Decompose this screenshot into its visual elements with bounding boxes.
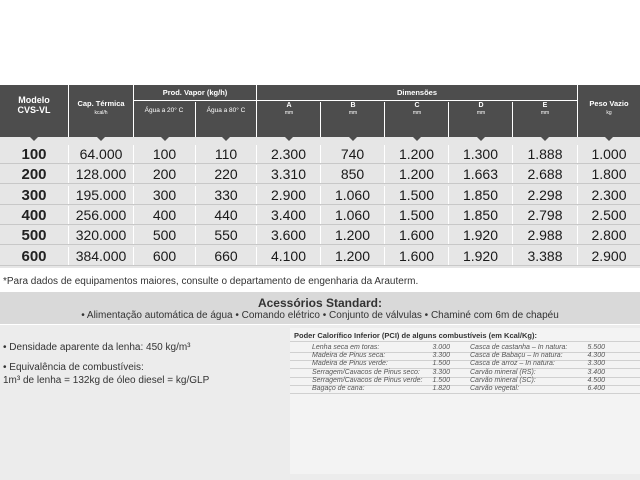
cell-model: 200	[21, 166, 47, 184]
pci-fuel-name: Serragem/Cavacos de Pinus seco:	[312, 368, 420, 376]
header-cap	[69, 85, 133, 137]
footnote: *Para dados de equipamentos maiores, consulte o departamento de engenharia da Arauterm.	[3, 276, 419, 287]
table-row	[0, 186, 640, 205]
cell-c: 1.500	[398, 186, 435, 203]
pci-fuel-name: Casca de castanha – In natura:	[470, 344, 568, 351]
equivalence-text: 1m³ de lenha = 132kg de óleo diesel = kg/GLP	[3, 375, 210, 386]
header-vapor-20: Água a 20° C	[144, 107, 184, 114]
cell-a: 4.100	[270, 247, 307, 264]
cell-e: 3.388	[527, 247, 563, 264]
cell-b: 740	[340, 146, 365, 162]
cell-cap: 384.000	[75, 247, 127, 264]
pci-fuel-value: 5.500	[587, 344, 605, 351]
cell-v80: 660	[214, 247, 238, 264]
cell-v80: 440	[214, 206, 238, 223]
pci-fuel-value: 6.400	[587, 385, 605, 392]
cell-a: 3.400	[270, 206, 307, 223]
pci-fuel-name: Serragem/Cavacos de Pinus verde:	[312, 376, 423, 384]
header-peso-label: Peso Vazio	[589, 99, 629, 108]
cell-e: 2.298	[527, 186, 563, 203]
header-dim-e	[513, 102, 577, 116]
pci-fuel-name: Carvão mineral (SC):	[470, 376, 536, 384]
cell-peso: 2.800	[591, 227, 627, 244]
cell-e: 1.888	[527, 146, 563, 162]
equivalence-title: • Equivalência de combustíveis:	[3, 362, 144, 373]
cell-peso: 1.000	[591, 146, 627, 162]
pci-fuel-name: Carvão vegetal:	[470, 385, 520, 392]
cell-b: 1.200	[334, 227, 371, 244]
pci-fuel-name: Bagaço de cana:	[312, 385, 365, 392]
header-dimensions-label: Dimensões	[396, 88, 438, 97]
pci-fuel-value: 3.300	[432, 352, 450, 360]
cell-b: 850	[340, 166, 365, 183]
accessories-items: • Alimentação automática de água • Comando elétrico • Conjunto de válvulas • Chaminé com 6m de chapéu	[81, 310, 559, 321]
pci-fuel-name: Madeira de Pinus seca:	[312, 352, 386, 360]
header-vapor-80: Água a 80° C	[206, 107, 246, 114]
table-row	[0, 206, 640, 225]
cell-a: 3.600	[270, 227, 307, 244]
pci-fuel-value: 3.000	[432, 344, 450, 351]
dim-d-unit: mm	[476, 110, 486, 116]
dim-b-unit: mm	[348, 110, 358, 116]
pci-fuel-name: Carvão mineral (RS):	[470, 368, 536, 376]
cell-e: 2.988	[527, 227, 563, 244]
cell-v80: 330	[214, 186, 238, 203]
cell-v20: 100	[152, 146, 177, 162]
cell-v80: 220	[214, 166, 238, 183]
cell-peso: 2.900	[591, 247, 627, 264]
table-row	[0, 145, 640, 164]
cell-cap: 195.000	[75, 186, 127, 203]
cell-d: 1.850	[462, 186, 499, 203]
header-cap-unit: kcal/h	[94, 110, 108, 116]
header-model	[0, 85, 68, 137]
dim-a-unit: mm	[284, 110, 294, 116]
cell-model: 400	[21, 206, 47, 224]
table-row	[0, 226, 640, 245]
header-model-line1: Modelo	[18, 95, 50, 105]
cell-e: 2.688	[527, 166, 563, 183]
cell-c: 1.200	[398, 146, 435, 162]
pci-fuel-value: 1.820	[432, 385, 450, 392]
dim-a-label: A	[286, 102, 292, 109]
cell-d: 1.850	[462, 206, 499, 223]
dim-b-label: B	[350, 102, 356, 109]
cell-a: 3.310	[270, 166, 307, 183]
cell-model: 100	[21, 146, 47, 163]
cell-cap: 320.000	[75, 227, 127, 244]
pci-fuel-value: 4.500	[587, 376, 605, 384]
header-dim-d	[449, 102, 513, 116]
pci-fuel-name: Madeira de Pinus verde:	[312, 360, 388, 368]
header-model-line2: CVS-VL	[17, 105, 51, 115]
dim-c-label: C	[414, 102, 420, 109]
header-peso	[578, 85, 640, 137]
density-text: • Densidade aparente da lenha: 450 kg/m³	[3, 342, 191, 353]
cell-cap: 128.000	[75, 166, 127, 183]
pci-box	[290, 328, 640, 474]
header-dim-c	[385, 102, 449, 116]
header-dim-a	[257, 102, 321, 116]
dim-d-label: D	[478, 102, 484, 109]
spec-table	[0, 85, 640, 268]
cell-v20: 500	[152, 227, 177, 244]
cell-v80: 550	[214, 227, 238, 244]
header-vapor-label: Prod. Vapor (kg/h)	[162, 88, 228, 97]
pci-fuel-value: 1.500	[432, 376, 450, 384]
cell-v20: 400	[152, 206, 177, 223]
cell-c: 1.600	[398, 247, 435, 264]
table-row	[0, 247, 640, 266]
cell-c: 1.500	[398, 206, 435, 223]
cell-v20: 600	[152, 247, 177, 264]
cell-model: 300	[21, 186, 47, 204]
cell-peso: 2.500	[591, 206, 627, 223]
pci-fuel-value: 3.300	[432, 368, 450, 376]
dim-c-unit: mm	[412, 110, 422, 116]
cell-d: 1.920	[462, 227, 499, 244]
cell-cap: 256.000	[75, 206, 127, 223]
cell-cap: 64.000	[79, 146, 123, 162]
pci-fuel-value: 4.300	[587, 352, 605, 360]
cell-c: 1.200	[398, 166, 435, 183]
dim-e-label: E	[542, 102, 548, 109]
pci-title: Poder Calorífico Inferior (PCI) de alguns combustíveis (em Kcal/Kg):	[294, 331, 537, 340]
cell-peso: 2.300	[591, 186, 627, 203]
header-cap-label: Cap. Térmica	[77, 99, 125, 108]
header-dim-b	[321, 102, 385, 116]
header-peso-unit: kg	[606, 110, 612, 116]
cell-a: 2.300	[270, 146, 307, 162]
cell-c: 1.600	[398, 227, 435, 244]
pci-fuel-name: Lenha seca em toras:	[312, 344, 380, 351]
cell-model: 500	[21, 227, 47, 245]
cell-d: 1.300	[462, 146, 499, 162]
cell-b: 1.060	[334, 186, 371, 203]
dim-e-unit: mm	[540, 110, 550, 116]
cell-v20: 300	[152, 186, 177, 203]
cell-a: 2.900	[270, 186, 307, 203]
cell-b: 1.200	[334, 247, 371, 264]
cell-e: 2.798	[527, 206, 563, 223]
cell-v20: 200	[152, 166, 177, 183]
cell-d: 1.920	[462, 247, 499, 264]
cell-model: 600	[21, 247, 47, 265]
table-row	[0, 165, 640, 184]
pci-fuel-name: Casca de Babaçu – In natura:	[470, 352, 563, 360]
cell-b: 1.060	[334, 206, 371, 223]
cell-v80: 110	[214, 146, 238, 162]
cell-d: 1.663	[462, 166, 499, 183]
pci-fuel-value: 3.400	[587, 368, 605, 376]
accessories-title: Acessórios Standard:	[257, 296, 383, 310]
cell-peso: 1.800	[591, 166, 627, 183]
pci-fuel-name: Casca de arroz – In natura:	[470, 360, 555, 368]
pci-fuel-value: 3.300	[587, 360, 605, 368]
pci-fuel-value: 1.500	[432, 360, 450, 368]
